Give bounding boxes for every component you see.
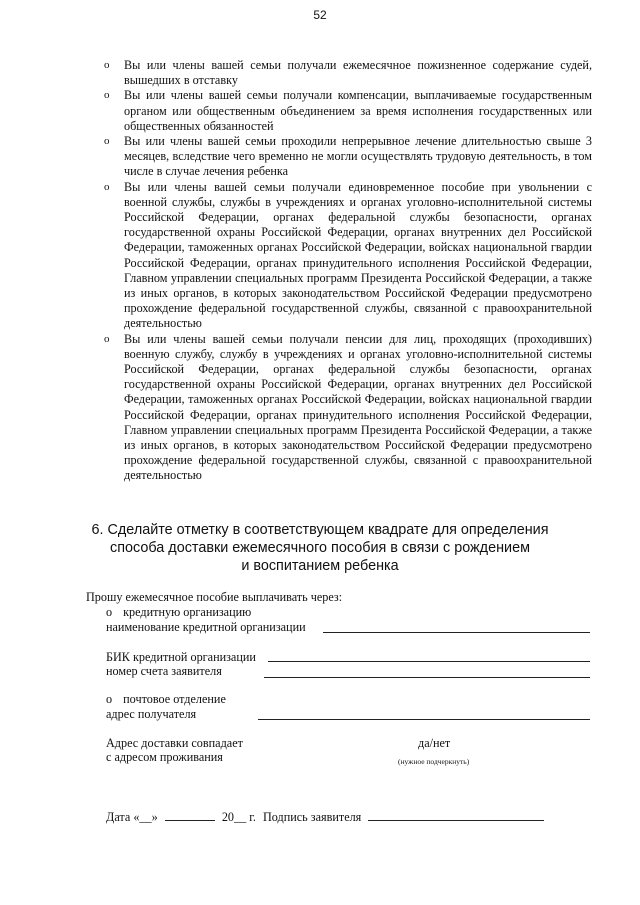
bik-label: БИК кредитной организации [106,650,256,664]
post-office-option[interactable] [106,692,226,707]
address-match-label-line2: с адресом проживания [106,750,223,764]
page-number: 52 [313,8,327,22]
underline-note: (нужное подчеркнуть) [398,757,470,766]
credit-org-option-label: кредитную организацию [123,605,252,619]
bullet-marker-icon: o [104,332,110,345]
list-item: o Вы или члены вашей семьи получали ежемесячное пожизненное содержание судей, вышедших в отставку [104,58,592,88]
form-intro: Прошу ежемесячное пособие выплачивать через: [86,590,343,604]
bullet-marker-icon: o [104,135,110,148]
account-field[interactable] [264,677,590,678]
bullet-marker-icon: o [104,180,110,193]
bik-field[interactable] [268,661,590,662]
credit-org-name-field[interactable] [323,632,590,633]
list-item: o Вы или члены вашей семьи получали компенсации, выплачиваемые государственным органом или общественным объединением за время исполнения государственных или общественных обязанностей [104,88,592,133]
list-item: o Вы или члены вашей семьи проходили непрерывное лечение длительностью свыше 3 месяцев, вследствие чего временно не могли осуществлять трудовую деятельность, в том числе в случае лечения ребенка [104,134,592,179]
credit-org-option[interactable] [106,605,251,620]
yes-no-choice[interactable]: да/нет [418,736,451,750]
post-office-option-label: почтовое отделение [123,692,226,706]
address-match-label-line1: Адрес доставки совпадает [106,736,243,750]
bullet-list [104,58,592,484]
list-item: o Вы или члены вашей семьи получали пенсии для лиц, проходящих (проходивших) военную службу, службу в учреждениях и органах уголовно-исполнительной системы Российской Федерации, органах федеральной службы безопасности, органах государственной охраны Российской Федерации, органах внутренних дел Российской Федерации, таможенных органах Российской Федерации, войсках национальной гвардии Российской Федерации, органах принудительного исполнения Российской Федерации, Главном управлении специальных программ Президента Российской Федерации, а также из иных органов, в которых законодательством Российской Федерации предусмотрено прохождение федеральной государственной службы, связанной с правоохранительной деятельностью [104,331,592,483]
credit-org-name-label: наименование кредитной организации [106,620,306,634]
year-label: 20__ г. [221,810,256,824]
section-title: 6. Сделайте отметку в соответствующем квадрате для определения способа доставки ежемесячного пособия в связи с рождением и воспитанием ребенка [91,522,549,574]
date-month-field[interactable] [165,810,215,821]
date-label: Дата «__» [106,810,158,824]
date-signature-row [106,810,544,825]
signature-label: Подпись заявителя [262,810,362,824]
radio-icon[interactable]: o [106,692,113,706]
radio-icon[interactable]: o [106,605,113,619]
recipient-address-label: адрес получателя [106,707,197,721]
recipient-address-field[interactable] [258,719,590,720]
bullet-marker-icon: o [104,89,110,102]
bullet-marker-icon: o [104,59,110,71]
account-label: номер счета заявителя [106,664,222,678]
list-item: o Вы или члены вашей семьи получали единовременное пособие при увольнении с военной службы, службы в учреждениях и органах уголовно-исполнительной системы Российской Федерации, органах федеральной службы безопасности, органах государственной охраны Российской Федерации, органах внутренних дел Российской Федерации, таможенных органах Российской Федерации, войсках национальной гвардии Российской Федерации, органах принудительного исполнения Российской Федерации, Главном управлении специальных программ Президента Российской Федерации, а также из иных органов, в которых законодательством Российской Федерации предусмотрено прохождение федеральной государственной службы, связанной с правоохранительной деятельностью [104,179,592,331]
signature-field[interactable] [368,810,544,821]
